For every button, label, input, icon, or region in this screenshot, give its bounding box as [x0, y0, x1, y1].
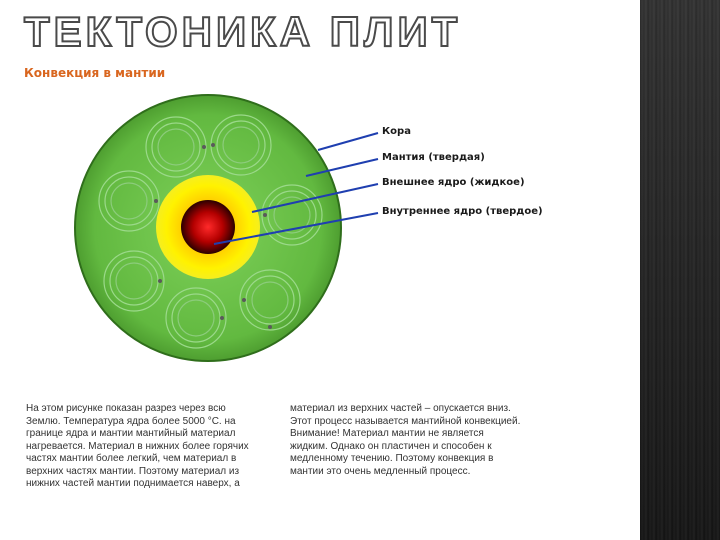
label-outer-core: Внешнее ядро (жидкое) [382, 177, 525, 188]
description-left-line: нагревается. Материал в нижних более горячих [26, 440, 249, 452]
slide-title: ТЕКТОНИКА ПЛИТ [24, 8, 462, 55]
description-right-line: Внимание! Материал мантии не является [290, 428, 484, 439]
description-left-line: верхних частях мантии. Поэтому материал из [26, 465, 240, 477]
description-left-line: нижних частей мантии поднимается наверх, а [26, 478, 240, 489]
label-inner-core: Внутреннее ядро (твердое) [382, 206, 543, 217]
description-left-line: На этом рисунке показан разрез через всю [26, 403, 226, 414]
description-right-line: материал из верхних частей – опускается вниз. [290, 403, 511, 414]
label-crust: Кора [382, 126, 411, 137]
description-right [290, 403, 520, 478]
pointer-crust [318, 133, 378, 150]
description-right-line: Этот процесс называется мантийной конвекцией. [290, 415, 521, 427]
description-left [26, 403, 249, 491]
description-left-line: частях мантии более легкий, чем материал в [26, 453, 237, 464]
description-right-line: мантии это очень медленный процесс. [290, 465, 471, 477]
inner-core-layer [181, 200, 235, 254]
diagram-subtitle: Конвекция в мантии [24, 66, 166, 80]
description-left-line: границе ядра и мантии мантийный материал [26, 428, 236, 439]
description-right-line: жидким. Однако он пластичен и способен к [290, 440, 492, 452]
label-mantle: Мантия (твердая) [382, 152, 485, 163]
description-right-line: медленному течению. Поэтому конвекция в [290, 453, 494, 464]
decorative-side-bar [640, 0, 720, 540]
description-left-line: Землю. Температура ядра более 5000 °С. на [26, 415, 236, 427]
